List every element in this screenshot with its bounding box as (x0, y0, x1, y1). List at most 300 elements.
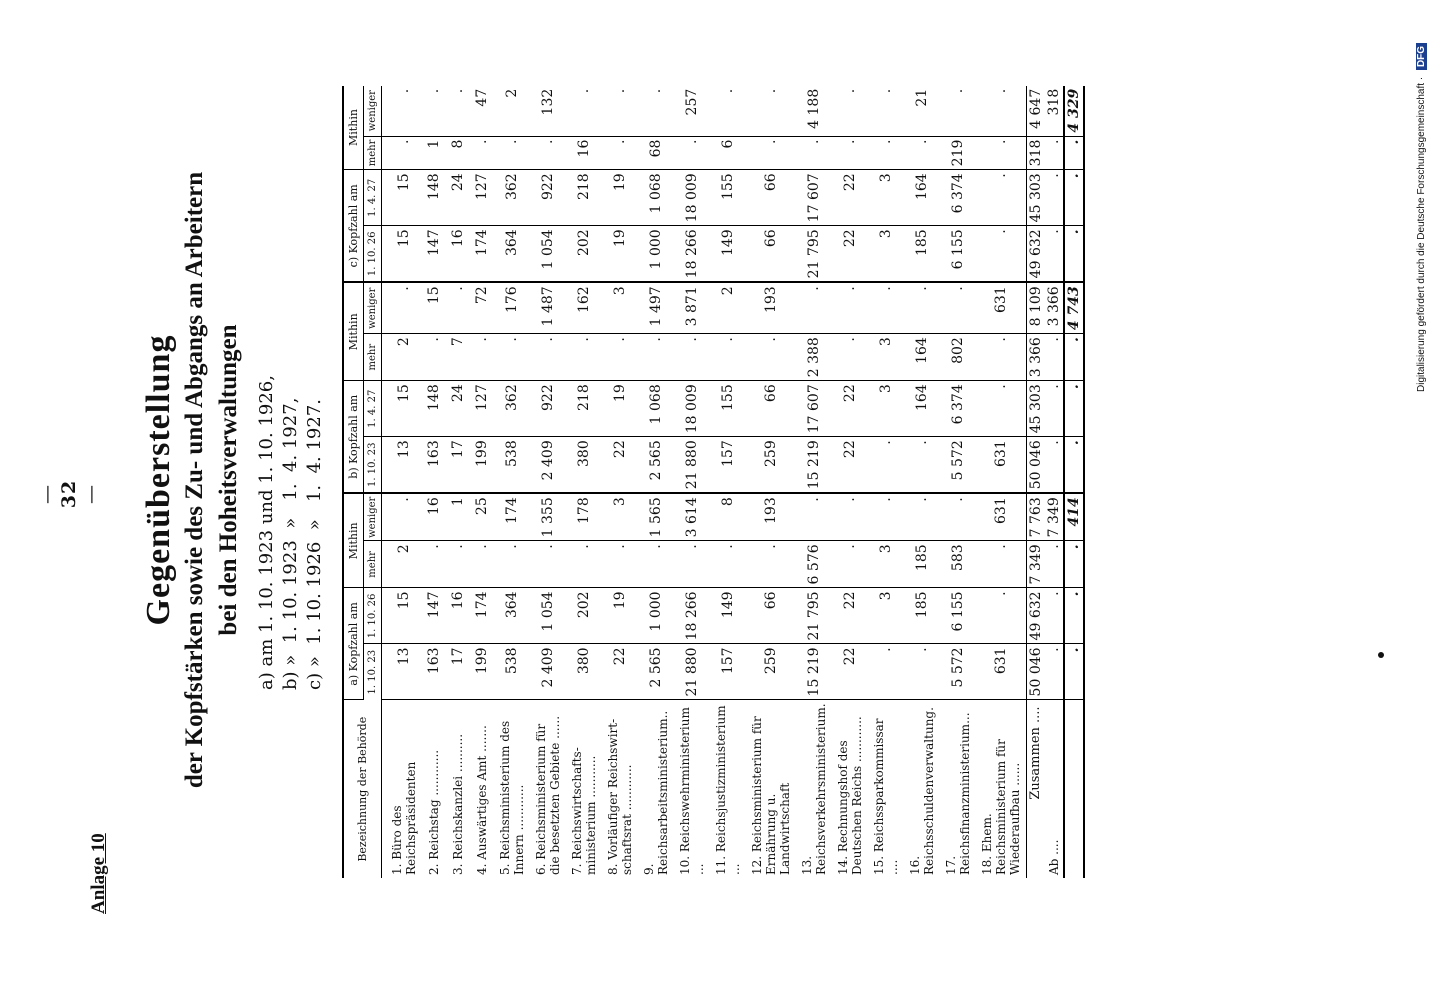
cell-cw: 4 647 (1027, 86, 1046, 136)
cell-c2: 66 (746, 170, 796, 226)
cell-a1: 2 409 (530, 644, 566, 700)
page-number: — 32 — (36, 464, 102, 524)
cell-b2: 19 (602, 381, 638, 437)
table-row (1027, 86, 1046, 878)
cell-cw: 47 (470, 86, 494, 136)
cell-c2: . (1064, 170, 1084, 226)
cell-cw: 257 (674, 86, 710, 136)
cell-a1: 2 565 (638, 644, 674, 700)
cell-c1: 149 (710, 226, 746, 283)
cell-am: . (530, 541, 566, 588)
cell-aw: 631 (976, 493, 1027, 541)
header-date: 1. 10. 23 (364, 644, 382, 700)
header-mithin-b: Mithin (343, 282, 364, 380)
cell-aw: . (382, 493, 423, 541)
cell-bw: . (796, 282, 832, 333)
header-mehr: mehr (364, 334, 382, 381)
row-label (1064, 700, 1084, 878)
cell-bm: 3 (868, 334, 904, 381)
cell-cw: . (602, 86, 638, 136)
cell-cm: . (796, 136, 832, 170)
page-title: Gegenüberstellung (140, 334, 177, 626)
cell-c1: . (1064, 226, 1084, 283)
table-row (638, 86, 674, 878)
cell-c1: 174 (470, 226, 494, 283)
cell-a2: . (976, 588, 1027, 644)
cell-cm: . (976, 136, 1027, 170)
cell-a1: . (868, 644, 904, 700)
cell-b1: . (868, 437, 904, 494)
cell-aw: . (904, 493, 940, 541)
table-row (494, 86, 530, 878)
cell-a1: 5 572 (940, 644, 976, 700)
cell-cm: 68 (638, 136, 674, 170)
cell-a2: 3 (868, 588, 904, 644)
cell-c2: 24 (446, 170, 470, 226)
cell-am: 2 (382, 541, 423, 588)
cell-b2: 45 303 (1027, 381, 1046, 437)
cell-c2: 19 (602, 170, 638, 226)
cell-a1: . (1064, 644, 1084, 700)
table-row (868, 86, 904, 878)
table-row (746, 86, 796, 878)
cell-a1: 380 (566, 644, 602, 700)
date-a: a) am 1. 10. 1923 und 1. 10. 1926, (256, 375, 277, 690)
cell-c1: 18 266 (674, 226, 710, 283)
cell-cw: . (638, 86, 674, 136)
table-row (566, 86, 602, 878)
cell-a1: 538 (494, 644, 530, 700)
cell-a1: 17 (446, 644, 470, 700)
cell-aw: 174 (494, 493, 530, 541)
cell-c2: 45 303 (1027, 170, 1046, 226)
cell-cw: . (382, 86, 423, 136)
cell-c2: 155 (710, 170, 746, 226)
cell-c2: 164 (904, 170, 940, 226)
cell-b2: 1 068 (638, 381, 674, 437)
cell-bm: 164 (904, 334, 940, 381)
row-label: 13. Reichsverkehrsministerium. (800, 703, 828, 875)
cell-b1: . (1045, 437, 1064, 494)
cell-b1: 199 (470, 437, 494, 494)
cell-bm: . (1045, 334, 1064, 381)
cell-am: . (470, 541, 494, 588)
digitization-credit: Digitalisierung gefördert durch die Deutsche Forschungsgemeinschaft · (1416, 76, 1427, 392)
cell-c2: . (976, 170, 1027, 226)
cell-bw: 631 (976, 282, 1027, 333)
cell-bm: . (746, 334, 796, 381)
cell-a2: . (1064, 588, 1084, 644)
cell-b1: 157 (710, 437, 746, 494)
cell-a1: 15 219 (796, 644, 832, 700)
cell-c2: 218 (566, 170, 602, 226)
row-label: 10. Reichswehrministerium ... (678, 707, 706, 875)
cell-a1: 22 (832, 644, 868, 700)
cell-cm: . (1045, 136, 1064, 170)
cell-cw: . (832, 86, 868, 136)
cell-aw: 178 (566, 493, 602, 541)
subtitle-1: der Kopfstärken sowie des Zu- und Abgangs an Arbeitern (181, 171, 208, 789)
cell-b2: . (1045, 381, 1064, 437)
dfg-logo: DFG (1416, 43, 1427, 70)
cell-a2: 364 (494, 588, 530, 644)
cell-cw: . (940, 86, 976, 136)
cell-b2: 148 (422, 381, 446, 437)
cell-bm: . (976, 334, 1027, 381)
cell-aw: . (940, 493, 976, 541)
header-c: c) Kopfzahl am (343, 170, 364, 283)
cell-cw: . (710, 86, 746, 136)
table-row (976, 86, 1027, 878)
cell-b2: 15 (382, 381, 423, 437)
cell-aw: 1 565 (638, 493, 674, 541)
row-label: 5. Reichsministerium des Innern ............ (498, 720, 526, 875)
cell-b2: 66 (746, 381, 796, 437)
cell-cm: 219 (940, 136, 976, 170)
row-label: 17. Reichsfinanzministerium... (944, 712, 972, 875)
cell-a2: 49 632 (1027, 588, 1046, 644)
cell-cw: 21 (904, 86, 940, 136)
cell-a2: 1 054 (530, 588, 566, 644)
cell-am: . (746, 541, 796, 588)
cell-bw: 193 (746, 282, 796, 333)
credit-strip (1412, 0, 1432, 1000)
table-row (470, 86, 494, 878)
cell-c2: 15 (382, 170, 423, 226)
cell-b1: 21 880 (674, 437, 710, 494)
cell-cm: 6 (710, 136, 746, 170)
cell-a2: 21 795 (796, 588, 832, 644)
cell-b2: 17 607 (796, 381, 832, 437)
cell-bw: 15 (422, 282, 446, 333)
cell-a1: 50 046 (1027, 644, 1046, 700)
cell-cw: . (446, 86, 470, 136)
cell-b1: 5 572 (940, 437, 976, 494)
cell-c2: 922 (530, 170, 566, 226)
table-row (904, 86, 940, 878)
cell-a2: 149 (710, 588, 746, 644)
cell-cw: . (976, 86, 1027, 136)
row-label: 16. Reichsschuldenverwaltung. (908, 707, 936, 875)
cell-bm: 7 (446, 334, 470, 381)
cell-bw: 3 (602, 282, 638, 333)
cell-c2: . (1045, 170, 1064, 226)
row-label: 14. Rechnungshof des Deutschen Reichs ............ (836, 716, 864, 875)
title-block (140, 100, 246, 860)
cell-c2: 127 (470, 170, 494, 226)
table-row (710, 86, 746, 878)
table-row (674, 86, 710, 878)
header-mehr: mehr (364, 541, 382, 588)
header-weniger: weniger (364, 493, 382, 541)
cell-b1: 22 (602, 437, 638, 494)
cell-am: . (638, 541, 674, 588)
cell-bm: 2 388 (796, 334, 832, 381)
header-date: 1. 10. 26 (364, 588, 382, 644)
cell-aw: 16 (422, 493, 446, 541)
cell-cw: . (566, 86, 602, 136)
row-label: 1. Büro des Reichspräsidenten (390, 761, 418, 875)
cell-a2: 1 000 (638, 588, 674, 644)
cell-b1: 2 565 (638, 437, 674, 494)
table-row (1045, 86, 1064, 878)
cell-b2: 164 (904, 381, 940, 437)
cell-c1: 1 000 (638, 226, 674, 283)
table-row (422, 86, 446, 878)
cell-a2: 147 (422, 588, 446, 644)
cell-cm: . (832, 136, 868, 170)
header-mithin-a: Mithin (343, 493, 364, 588)
cell-a2: . (1045, 588, 1064, 644)
anlage-label: Anlage 10 (88, 833, 109, 914)
cell-b2: 24 (446, 381, 470, 437)
cell-b1: 631 (976, 437, 1027, 494)
cell-bm: . (566, 334, 602, 381)
cell-b1: 13 (382, 437, 423, 494)
cell-a1: 157 (710, 644, 746, 700)
cell-c1: 364 (494, 226, 530, 283)
cell-am: 185 (904, 541, 940, 588)
cell-a1: 163 (422, 644, 446, 700)
cell-am: . (710, 541, 746, 588)
cell-am: . (566, 541, 602, 588)
cell-cm: . (530, 136, 566, 170)
cell-am: 6 576 (796, 541, 832, 588)
cell-aw: 414 (1064, 493, 1084, 541)
row-label: 2. Reichstag ............ (427, 749, 441, 875)
cell-b2: 22 (832, 381, 868, 437)
cell-a1: . (1045, 644, 1064, 700)
ink-dot (1378, 652, 1384, 658)
cell-bw: 176 (494, 282, 530, 333)
header-date: 1. 10. 26 (364, 226, 382, 283)
cell-bm: . (638, 334, 674, 381)
cell-cw: 132 (530, 86, 566, 136)
cell-cm: . (494, 136, 530, 170)
cell-am: 3 (868, 541, 904, 588)
cell-c1: 1 054 (530, 226, 566, 283)
cell-bw: 72 (470, 282, 494, 333)
cell-a2: 22 (832, 588, 868, 644)
row-label: 12. Reichsministerium für Ernährung u. Landwirtschaft (750, 716, 792, 875)
cell-aw: 7 349 (1045, 493, 1064, 541)
cell-cm: . (382, 136, 423, 170)
table-header (343, 86, 382, 878)
cell-a2: 174 (470, 588, 494, 644)
cell-cw: 4 188 (796, 86, 832, 136)
row-label: 3. Reichskanzlei .......... (451, 733, 465, 875)
cell-a1: 13 (382, 644, 423, 700)
cell-bm: . (422, 334, 446, 381)
cell-am: . (976, 541, 1027, 588)
cell-c2: 3 (868, 170, 904, 226)
cell-am: . (602, 541, 638, 588)
cell-bm: . (494, 334, 530, 381)
cell-a2: 15 (382, 588, 423, 644)
cell-b1: 15 219 (796, 437, 832, 494)
cell-cm: 16 (566, 136, 602, 170)
data-table (342, 86, 1085, 878)
table-totals (1027, 86, 1085, 878)
cell-b1: 380 (566, 437, 602, 494)
cell-c1: 202 (566, 226, 602, 283)
cell-am: . (1045, 541, 1064, 588)
table-row (530, 86, 566, 878)
cell-b2: 218 (566, 381, 602, 437)
row-label: 11. Reichsjustizministerium ... (714, 705, 742, 875)
cell-bw: 4 743 (1064, 282, 1084, 333)
cell-aw: 25 (470, 493, 494, 541)
cell-c1: 3 (868, 226, 904, 283)
table-row (796, 86, 832, 878)
header-date: 1. 4. 27 (364, 381, 382, 437)
header-mehr: mehr (364, 136, 382, 170)
row-label: 9. Reichsarbeitsministerium.. (642, 710, 670, 875)
header-weniger: weniger (364, 86, 382, 136)
header-weniger: weniger (364, 282, 382, 333)
cell-b2: 6 374 (940, 381, 976, 437)
cell-b1: 538 (494, 437, 530, 494)
table-row (446, 86, 470, 878)
cell-aw: 8 (710, 493, 746, 541)
row-label: 6. Reichsministerium für die besetzten Gebiete ...... (534, 715, 562, 875)
cell-c1: 22 (832, 226, 868, 283)
cell-bw: . (940, 282, 976, 333)
cell-a1: . (904, 644, 940, 700)
cell-a1: 21 880 (674, 644, 710, 700)
cell-aw: . (868, 493, 904, 541)
cell-b1: 50 046 (1027, 437, 1046, 494)
cell-aw: 3 (602, 493, 638, 541)
cell-c2: 148 (422, 170, 446, 226)
date-list (255, 375, 327, 690)
cell-b1: . (904, 437, 940, 494)
cell-b1: . (1064, 437, 1084, 494)
cell-b2: 3 (868, 381, 904, 437)
cell-aw: 1 355 (530, 493, 566, 541)
cell-am: 7 349 (1027, 541, 1046, 588)
cell-cm: 1 (422, 136, 446, 170)
cell-a2: 202 (566, 588, 602, 644)
cell-cw: . (422, 86, 446, 136)
cell-a2: 19 (602, 588, 638, 644)
cell-bw: 8 109 (1027, 282, 1046, 333)
cell-a2: 16 (446, 588, 470, 644)
cell-am: . (446, 541, 470, 588)
cell-cw: 4 329 (1064, 86, 1084, 136)
cell-bw: 3 871 (674, 282, 710, 333)
cell-cm: . (1064, 136, 1084, 170)
header-behoerde: Bezeichnung der Behörde (343, 700, 382, 878)
cell-b2: 362 (494, 381, 530, 437)
cell-c1: 147 (422, 226, 446, 283)
cell-a2: 66 (746, 588, 796, 644)
cell-aw: 193 (746, 493, 796, 541)
cell-c1: 15 (382, 226, 423, 283)
cell-bm: . (674, 334, 710, 381)
header-date: 1. 10. 23 (364, 437, 382, 494)
cell-a1: 22 (602, 644, 638, 700)
cell-b1: 17 (446, 437, 470, 494)
cell-b1: 259 (746, 437, 796, 494)
cell-bm: 3 366 (1027, 334, 1046, 381)
table-row (940, 86, 976, 878)
cell-a1: 259 (746, 644, 796, 700)
table-row (1064, 86, 1084, 878)
row-label: 8. Vorläufiger Reichswirt-schaftsrat ............ (606, 718, 634, 875)
cell-b1: 22 (832, 437, 868, 494)
cell-bw: 2 (710, 282, 746, 333)
cell-a1: 199 (470, 644, 494, 700)
cell-b2: 922 (530, 381, 566, 437)
cell-c1: 49 632 (1027, 226, 1046, 283)
cell-b2: . (976, 381, 1027, 437)
cell-bm: . (602, 334, 638, 381)
cell-bw: 1 497 (638, 282, 674, 333)
cell-bw: . (382, 282, 423, 333)
cell-c1: 21 795 (796, 226, 832, 283)
cell-c1: . (1045, 226, 1064, 283)
cell-bw: 162 (566, 282, 602, 333)
header-mithin-c: Mithin (343, 86, 364, 170)
cell-c1: . (976, 226, 1027, 283)
cell-cm: . (904, 136, 940, 170)
cell-bm: . (710, 334, 746, 381)
table-row (832, 86, 868, 878)
cell-aw: . (832, 493, 868, 541)
cell-c1: 66 (746, 226, 796, 283)
cell-cm: . (868, 136, 904, 170)
table-row (602, 86, 638, 878)
cell-b1: 163 (422, 437, 446, 494)
cell-a2: 18 266 (674, 588, 710, 644)
cell-cm: . (746, 136, 796, 170)
date-c: c) » 1. 10. 1926 » 1. 4. 1927. (304, 399, 325, 690)
cell-cm: . (470, 136, 494, 170)
cell-c2: 22 (832, 170, 868, 226)
table-row (382, 86, 423, 878)
cell-bw: 3 366 (1045, 282, 1064, 333)
cell-am: . (832, 541, 868, 588)
cell-a2: 185 (904, 588, 940, 644)
cell-cw: 2 (494, 86, 530, 136)
subtitle-2: bei den Hoheitsverwaltungen (215, 324, 242, 636)
cell-am: . (494, 541, 530, 588)
cell-bw: . (868, 282, 904, 333)
row-label: Zusammen .... (1027, 700, 1046, 878)
cell-am: . (674, 541, 710, 588)
header-a: a) Kopfzahl am (343, 588, 364, 700)
cell-aw: 7 763 (1027, 493, 1046, 541)
cell-bm: . (530, 334, 566, 381)
cell-c1: 19 (602, 226, 638, 283)
cell-bm: . (470, 334, 494, 381)
cell-b2: . (1064, 381, 1084, 437)
row-label: 7. Reichswirtschafts-ministerium ........... (570, 747, 598, 875)
cell-cm: . (674, 136, 710, 170)
cell-c1: 185 (904, 226, 940, 283)
cell-a2: 6 155 (940, 588, 976, 644)
cell-b1: 2 409 (530, 437, 566, 494)
cell-c1: 16 (446, 226, 470, 283)
cell-c2: 18 009 (674, 170, 710, 226)
cell-aw: . (796, 493, 832, 541)
cell-bm: . (832, 334, 868, 381)
row-label: 18. Ehem. Reichsministerium für Wiederaufbau ...... (980, 739, 1022, 875)
header-date: 1. 4. 27 (364, 170, 382, 226)
cell-bm: 2 (382, 334, 423, 381)
cell-c2: 362 (494, 170, 530, 226)
